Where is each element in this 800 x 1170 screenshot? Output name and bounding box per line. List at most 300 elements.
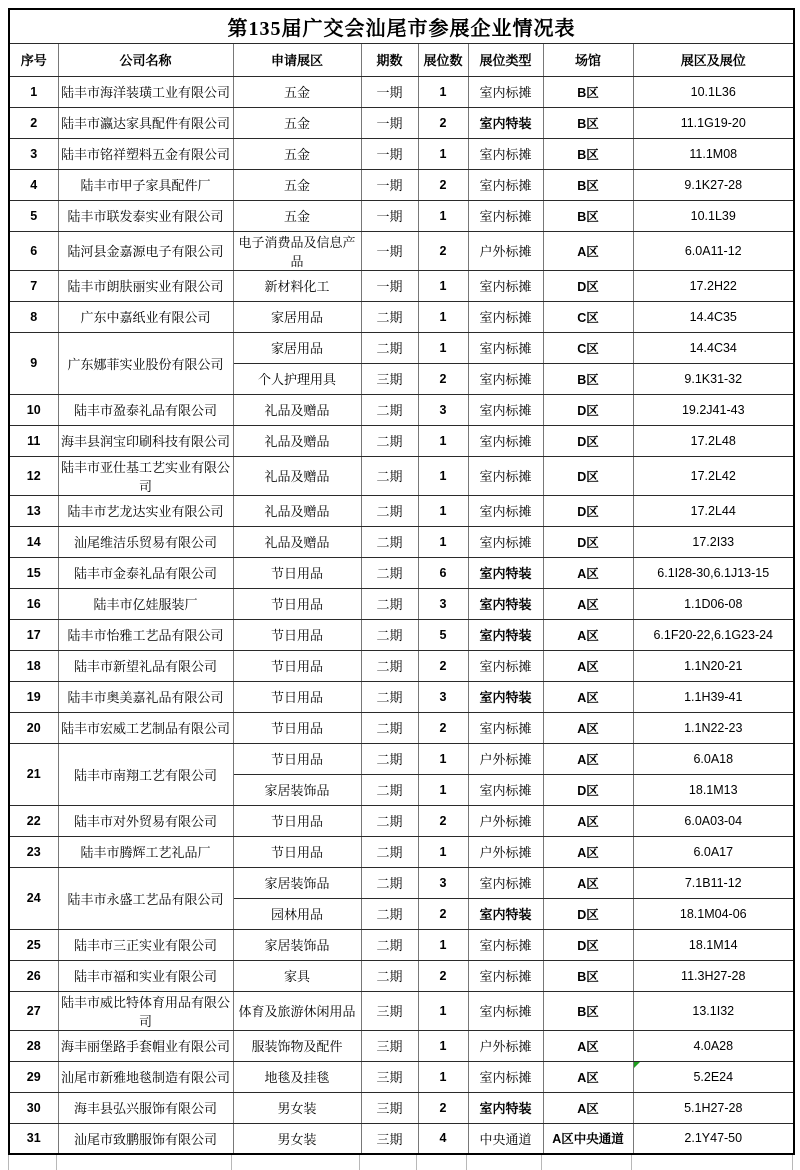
booth-type-cell: 室内标摊 — [468, 301, 543, 332]
phase-cell: 二期 — [361, 619, 418, 650]
company-name-cell: 陆丰市盈泰礼品有限公司 — [58, 394, 233, 425]
company-name-cell: 陆丰市宏威工艺制品有限公司 — [58, 712, 233, 743]
booth-count-cell: 2 — [418, 107, 468, 138]
booth-type-cell: 室内标摊 — [468, 495, 543, 526]
hall-cell: D区 — [543, 526, 633, 557]
booth-code-cell: 17.2H22 — [633, 270, 794, 301]
booth-code-cell: 6.0A11-12 — [633, 231, 794, 270]
hall-cell: B区 — [543, 960, 633, 991]
row-number-cell: 15 — [9, 557, 58, 588]
booth-code-cell: 11.1G19-20 — [633, 107, 794, 138]
table-row — [9, 619, 794, 650]
company-name-cell: 广东娜菲实业股份有限公司 — [58, 332, 233, 394]
booth-type-cell: 室内标摊 — [468, 270, 543, 301]
booth-count-cell: 1 — [418, 526, 468, 557]
booth-type-cell: 中央通道 — [468, 1123, 543, 1154]
booth-count-cell: 1 — [418, 76, 468, 107]
phase-cell: 一期 — [361, 169, 418, 200]
booth-code-cell: 6.1I28-30,6.1J13-15 — [633, 557, 794, 588]
exhibit-area-cell: 家居装饰品 — [233, 929, 361, 960]
row-number-cell: 30 — [9, 1092, 58, 1123]
booth-type-cell: 室内标摊 — [468, 1061, 543, 1092]
exhibit-area-cell: 新材料化工 — [233, 270, 361, 301]
booth-code-cell: 9.1K31-32 — [633, 363, 794, 394]
company-name-cell: 陆丰市甲子家具配件厂 — [58, 169, 233, 200]
phase-cell: 一期 — [361, 200, 418, 231]
exhibit-area-cell: 节日用品 — [233, 619, 361, 650]
exhibit-area-cell: 园林用品 — [233, 898, 361, 929]
table-row — [9, 138, 794, 169]
booth-type-cell: 室内标摊 — [468, 138, 543, 169]
row-number-cell: 27 — [9, 991, 58, 1030]
phase-cell: 二期 — [361, 774, 418, 805]
booth-code-cell: 17.2I33 — [633, 526, 794, 557]
booth-count-cell: 1 — [418, 991, 468, 1030]
booth-type-cell: 室内标摊 — [468, 960, 543, 991]
booth-count-cell: 1 — [418, 301, 468, 332]
exhibit-area-cell: 礼品及赠品 — [233, 394, 361, 425]
booth-code-cell: 18.1M14 — [633, 929, 794, 960]
row-number-cell: 16 — [9, 588, 58, 619]
table-row — [9, 425, 794, 456]
hall-cell: A区 — [543, 867, 633, 898]
booth-code-cell: 1.1H39-41 — [633, 681, 794, 712]
exhibit-area-cell: 五金 — [233, 169, 361, 200]
cell-comment-flag-icon — [634, 1062, 640, 1068]
hall-cell: B区 — [543, 991, 633, 1030]
phase-cell: 二期 — [361, 394, 418, 425]
row-number-cell: 25 — [9, 929, 58, 960]
table-row — [9, 456, 794, 495]
booth-count-cell: 6 — [418, 557, 468, 588]
table-row — [9, 231, 794, 270]
exhibit-area-cell: 男女装 — [233, 1092, 361, 1123]
company-name-cell: 陆丰市南翔工艺有限公司 — [58, 743, 233, 805]
company-name-cell: 陆丰市腾辉工艺礼品厂 — [58, 836, 233, 867]
booth-code-cell: 2.1Y47-50 — [633, 1123, 794, 1154]
phase-cell: 三期 — [361, 1092, 418, 1123]
booth-type-cell: 室内标摊 — [468, 991, 543, 1030]
booth-code-cell: 7.1B11-12 — [633, 867, 794, 898]
booth-count-cell: 4 — [418, 1123, 468, 1154]
row-number-cell: 3 — [9, 138, 58, 169]
exhibit-area-cell: 服装饰物及配件 — [233, 1030, 361, 1061]
booth-code-cell: 6.1F20-22,6.1G23-24 — [633, 619, 794, 650]
hall-cell: A区 — [543, 619, 633, 650]
cutoff-cell — [360, 1155, 417, 1170]
booth-code-cell: 5.2E24 — [633, 1061, 794, 1092]
phase-cell: 三期 — [361, 1061, 418, 1092]
hall-cell: B区 — [543, 138, 633, 169]
exhibit-area-cell: 节日用品 — [233, 712, 361, 743]
header-row — [9, 43, 794, 76]
booth-count-cell: 3 — [418, 588, 468, 619]
phase-cell: 二期 — [361, 301, 418, 332]
exhibit-area-cell: 家居用品 — [233, 332, 361, 363]
booth-count-cell: 1 — [418, 1061, 468, 1092]
phase-cell: 二期 — [361, 588, 418, 619]
phase-cell: 三期 — [361, 1123, 418, 1154]
booth-code-cell: 19.2J41-43 — [633, 394, 794, 425]
booth-code-cell: 4.0A28 — [633, 1030, 794, 1061]
table-row — [9, 1061, 794, 1092]
phase-cell: 二期 — [361, 557, 418, 588]
hall-cell: A区 — [543, 557, 633, 588]
cutoff-next-row — [8, 1155, 793, 1170]
company-name-cell: 陆丰市三正实业有限公司 — [58, 929, 233, 960]
exhibit-area-cell: 礼品及赠品 — [233, 425, 361, 456]
booth-code-cell: 5.1H27-28 — [633, 1092, 794, 1123]
row-number-cell: 2 — [9, 107, 58, 138]
booth-code-cell: 6.0A17 — [633, 836, 794, 867]
row-number-cell: 14 — [9, 526, 58, 557]
booth-type-cell: 室内特装 — [468, 588, 543, 619]
booth-count-cell: 1 — [418, 774, 468, 805]
booth-type-cell: 户外标摊 — [468, 743, 543, 774]
phase-cell: 一期 — [361, 231, 418, 270]
hall-cell: B区 — [543, 363, 633, 394]
row-number-cell: 6 — [9, 231, 58, 270]
booth-count-cell: 1 — [418, 425, 468, 456]
table-row — [9, 588, 794, 619]
hall-cell: D区 — [543, 394, 633, 425]
table-row — [9, 960, 794, 991]
table-row — [9, 495, 794, 526]
table-row — [9, 169, 794, 200]
company-name-cell: 汕尾市致鹏服饰有限公司 — [58, 1123, 233, 1154]
booth-count-cell: 3 — [418, 867, 468, 898]
hall-cell: A区 — [543, 231, 633, 270]
company-name-cell: 陆丰市威比特体育用品有限公司 — [58, 991, 233, 1030]
phase-cell: 三期 — [361, 363, 418, 394]
hall-cell: A区 — [543, 712, 633, 743]
company-name-cell: 广东中嘉纸业有限公司 — [58, 301, 233, 332]
table-row — [9, 76, 794, 107]
table-row — [9, 836, 794, 867]
exhibit-area-cell: 五金 — [233, 138, 361, 169]
booth-count-cell: 3 — [418, 681, 468, 712]
exhibit-area-cell: 体育及旅游休闲用品 — [233, 991, 361, 1030]
booth-type-cell: 室内标摊 — [468, 526, 543, 557]
booth-code-cell: 6.0A18 — [633, 743, 794, 774]
table-row — [9, 301, 794, 332]
hall-cell: B区 — [543, 76, 633, 107]
phase-cell: 一期 — [361, 107, 418, 138]
company-name-cell: 陆丰市福和实业有限公司 — [58, 960, 233, 991]
table-row — [9, 991, 794, 1030]
booth-type-cell: 室内特装 — [468, 619, 543, 650]
booth-code-cell: 1.1N22-23 — [633, 712, 794, 743]
row-number-cell: 23 — [9, 836, 58, 867]
exhibit-area-cell: 地毯及挂毯 — [233, 1061, 361, 1092]
booth-code-cell: 17.2L44 — [633, 495, 794, 526]
phase-cell: 一期 — [361, 270, 418, 301]
booth-count-cell: 1 — [418, 332, 468, 363]
cutoff-cell — [8, 1155, 57, 1170]
booth-count-cell: 1 — [418, 1030, 468, 1061]
company-name-cell: 汕尾市新雅地毯制造有限公司 — [58, 1061, 233, 1092]
hall-cell: A区 — [543, 588, 633, 619]
col-header-count: 展位数 — [418, 43, 468, 76]
hall-cell: D区 — [543, 929, 633, 960]
company-name-cell: 陆丰市亿娃服装厂 — [58, 588, 233, 619]
company-name-cell: 陆丰市海洋装璜工业有限公司 — [58, 76, 233, 107]
booth-count-cell: 1 — [418, 138, 468, 169]
row-number-cell: 20 — [9, 712, 58, 743]
hall-cell: D区 — [543, 495, 633, 526]
cutoff-cell — [542, 1155, 632, 1170]
hall-cell: A区 — [543, 1030, 633, 1061]
hall-cell: D区 — [543, 270, 633, 301]
exhibit-area-cell: 节日用品 — [233, 557, 361, 588]
phase-cell: 二期 — [361, 495, 418, 526]
booth-type-cell: 室内标摊 — [468, 712, 543, 743]
booth-code-cell: 17.2L42 — [633, 456, 794, 495]
booth-count-cell: 2 — [418, 960, 468, 991]
exhibit-area-cell: 节日用品 — [233, 650, 361, 681]
booth-count-cell: 2 — [418, 650, 468, 681]
booth-count-cell: 2 — [418, 363, 468, 394]
row-number-cell: 26 — [9, 960, 58, 991]
title-row — [9, 9, 794, 43]
booth-type-cell: 室内特装 — [468, 107, 543, 138]
phase-cell: 二期 — [361, 929, 418, 960]
booth-count-cell: 2 — [418, 805, 468, 836]
booth-code-cell: 18.1M04-06 — [633, 898, 794, 929]
phase-cell: 一期 — [361, 76, 418, 107]
booth-code-cell: 10.1L36 — [633, 76, 794, 107]
row-number-cell: 9 — [9, 332, 58, 394]
exhibit-area-cell: 节日用品 — [233, 681, 361, 712]
col-header-booth: 展区及展位 — [633, 43, 794, 76]
company-name-cell: 海丰丽堡路手套帽业有限公司 — [58, 1030, 233, 1061]
booth-count-cell: 5 — [418, 619, 468, 650]
table-row — [9, 270, 794, 301]
hall-cell: B区 — [543, 107, 633, 138]
table-row — [9, 929, 794, 960]
exhibit-area-cell: 节日用品 — [233, 805, 361, 836]
row-number-cell: 28 — [9, 1030, 58, 1061]
exhibitor-table — [8, 8, 795, 1155]
booth-code-cell: 18.1M13 — [633, 774, 794, 805]
row-number-cell: 1 — [9, 76, 58, 107]
table-row — [9, 1092, 794, 1123]
hall-cell: A区 — [543, 1092, 633, 1123]
table-row — [9, 107, 794, 138]
col-header-no: 序号 — [9, 43, 58, 76]
booth-code-cell: 11.3H27-28 — [633, 960, 794, 991]
table-row — [9, 557, 794, 588]
company-name-cell: 陆丰市金泰礼品有限公司 — [58, 557, 233, 588]
phase-cell: 二期 — [361, 805, 418, 836]
company-name-cell: 陆丰市奥美嘉礼品有限公司 — [58, 681, 233, 712]
booth-code-cell: 14.4C34 — [633, 332, 794, 363]
booth-code-cell: 6.0A03-04 — [633, 805, 794, 836]
phase-cell: 二期 — [361, 743, 418, 774]
row-number-cell: 8 — [9, 301, 58, 332]
table-row — [9, 332, 794, 363]
booth-code-cell: 14.4C35 — [633, 301, 794, 332]
exhibit-area-cell: 节日用品 — [233, 743, 361, 774]
row-number-cell: 31 — [9, 1123, 58, 1154]
hall-cell: B区 — [543, 169, 633, 200]
hall-cell: A区 — [543, 681, 633, 712]
booth-type-cell: 室内特装 — [468, 898, 543, 929]
phase-cell: 三期 — [361, 1030, 418, 1061]
exhibit-area-cell: 电子消费品及信息产品 — [233, 231, 361, 270]
hall-cell: A区 — [543, 743, 633, 774]
table-row — [9, 650, 794, 681]
exhibit-area-cell: 家居装饰品 — [233, 867, 361, 898]
booth-count-cell: 2 — [418, 231, 468, 270]
exhibit-area-cell: 礼品及赠品 — [233, 456, 361, 495]
col-header-phase: 期数 — [361, 43, 418, 76]
booth-code-cell: 13.1I32 — [633, 991, 794, 1030]
hall-cell: D区 — [543, 456, 633, 495]
hall-cell: A区中央通道 — [543, 1123, 633, 1154]
hall-cell: A区 — [543, 836, 633, 867]
table-row — [9, 805, 794, 836]
booth-count-cell: 3 — [418, 394, 468, 425]
company-name-cell: 陆河县金嘉源电子有限公司 — [58, 231, 233, 270]
row-number-cell: 24 — [9, 867, 58, 929]
booth-count-cell: 2 — [418, 1092, 468, 1123]
cutoff-cell — [57, 1155, 232, 1170]
booth-type-cell: 户外标摊 — [468, 805, 543, 836]
row-number-cell: 22 — [9, 805, 58, 836]
phase-cell: 二期 — [361, 425, 418, 456]
booth-type-cell: 室内标摊 — [468, 169, 543, 200]
exhibit-area-cell: 男女装 — [233, 1123, 361, 1154]
booth-code-cell: 1.1D06-08 — [633, 588, 794, 619]
row-number-cell: 10 — [9, 394, 58, 425]
phase-cell: 二期 — [361, 898, 418, 929]
company-name-cell: 陆丰市怡雅工艺品有限公司 — [58, 619, 233, 650]
exhibit-area-cell: 家具 — [233, 960, 361, 991]
booth-code-cell: 1.1N20-21 — [633, 650, 794, 681]
hall-cell: A区 — [543, 805, 633, 836]
booth-count-cell: 1 — [418, 743, 468, 774]
row-number-cell: 13 — [9, 495, 58, 526]
hall-cell: A区 — [543, 1061, 633, 1092]
table-row — [9, 1123, 794, 1154]
booth-count-cell: 1 — [418, 456, 468, 495]
table-body — [9, 76, 794, 1154]
hall-cell: C区 — [543, 332, 633, 363]
exhibit-area-cell: 五金 — [233, 200, 361, 231]
booth-type-cell: 室内标摊 — [468, 332, 543, 363]
company-name-cell: 海丰县润宝印刷科技有限公司 — [58, 425, 233, 456]
company-name-cell: 陆丰市新望礼品有限公司 — [58, 650, 233, 681]
table-row — [9, 681, 794, 712]
row-number-cell: 11 — [9, 425, 58, 456]
table-row — [9, 200, 794, 231]
row-number-cell: 4 — [9, 169, 58, 200]
exhibit-area-cell: 节日用品 — [233, 836, 361, 867]
exhibit-area-cell: 五金 — [233, 107, 361, 138]
company-name-cell: 海丰县弘兴服饰有限公司 — [58, 1092, 233, 1123]
booth-count-cell: 1 — [418, 495, 468, 526]
booth-type-cell: 室内标摊 — [468, 425, 543, 456]
booth-code-cell: 10.1L39 — [633, 200, 794, 231]
phase-cell: 一期 — [361, 138, 418, 169]
hall-cell: D区 — [543, 774, 633, 805]
row-number-cell: 12 — [9, 456, 58, 495]
row-number-cell: 18 — [9, 650, 58, 681]
booth-count-cell: 2 — [418, 898, 468, 929]
booth-type-cell: 室内标摊 — [468, 200, 543, 231]
exhibit-area-cell: 礼品及赠品 — [233, 495, 361, 526]
exhibit-area-cell: 节日用品 — [233, 588, 361, 619]
phase-cell: 二期 — [361, 836, 418, 867]
booth-type-cell: 室内特装 — [468, 1092, 543, 1123]
table-row — [9, 526, 794, 557]
booth-count-cell: 1 — [418, 836, 468, 867]
booth-type-cell: 户外标摊 — [468, 231, 543, 270]
company-name-cell: 陆丰市对外贸易有限公司 — [58, 805, 233, 836]
hall-cell: C区 — [543, 301, 633, 332]
booth-type-cell: 室内标摊 — [468, 650, 543, 681]
booth-type-cell: 户外标摊 — [468, 1030, 543, 1061]
col-header-company: 公司名称 — [58, 43, 233, 76]
cutoff-cell — [417, 1155, 467, 1170]
booth-count-cell: 1 — [418, 200, 468, 231]
col-header-type: 展位类型 — [468, 43, 543, 76]
booth-code-cell: 9.1K27-28 — [633, 169, 794, 200]
company-name-cell: 汕尾维洁乐贸易有限公司 — [58, 526, 233, 557]
phase-cell: 二期 — [361, 681, 418, 712]
row-number-cell: 21 — [9, 743, 58, 805]
booth-count-cell: 2 — [418, 169, 468, 200]
phase-cell: 二期 — [361, 867, 418, 898]
exhibit-area-cell: 家居用品 — [233, 301, 361, 332]
col-header-area: 申请展区 — [233, 43, 361, 76]
table-row — [9, 743, 794, 774]
booth-count-cell: 2 — [418, 712, 468, 743]
page-title: 第135届广交会汕尾市参展企业情况表 — [9, 9, 794, 43]
exhibit-area-cell: 礼品及赠品 — [233, 526, 361, 557]
company-name-cell: 陆丰市瀛达家具配件有限公司 — [58, 107, 233, 138]
phase-cell: 二期 — [361, 332, 418, 363]
hall-cell: B区 — [543, 200, 633, 231]
booth-type-cell: 室内标摊 — [468, 456, 543, 495]
booth-type-cell: 室内标摊 — [468, 929, 543, 960]
booth-code-cell: 11.1M08 — [633, 138, 794, 169]
exhibit-area-cell: 家居装饰品 — [233, 774, 361, 805]
booth-code-cell: 17.2L48 — [633, 425, 794, 456]
booth-type-cell: 室内特装 — [468, 557, 543, 588]
row-number-cell: 19 — [9, 681, 58, 712]
phase-cell: 二期 — [361, 456, 418, 495]
booth-type-cell: 室内标摊 — [468, 76, 543, 107]
row-number-cell: 5 — [9, 200, 58, 231]
table-row — [9, 712, 794, 743]
company-name-cell: 陆丰市联发泰实业有限公司 — [58, 200, 233, 231]
cutoff-cell — [632, 1155, 793, 1170]
table-row — [9, 867, 794, 898]
booth-type-cell: 室内标摊 — [468, 363, 543, 394]
exhibit-area-cell: 五金 — [233, 76, 361, 107]
phase-cell: 二期 — [361, 712, 418, 743]
booth-type-cell: 室内标摊 — [468, 867, 543, 898]
booth-type-cell: 户外标摊 — [468, 836, 543, 867]
booth-type-cell: 室内标摊 — [468, 394, 543, 425]
hall-cell: D区 — [543, 898, 633, 929]
company-name-cell: 陆丰市艺龙达实业有限公司 — [58, 495, 233, 526]
hall-cell: A区 — [543, 650, 633, 681]
table-row — [9, 1030, 794, 1061]
company-name-cell: 陆丰市永盛工艺品有限公司 — [58, 867, 233, 929]
